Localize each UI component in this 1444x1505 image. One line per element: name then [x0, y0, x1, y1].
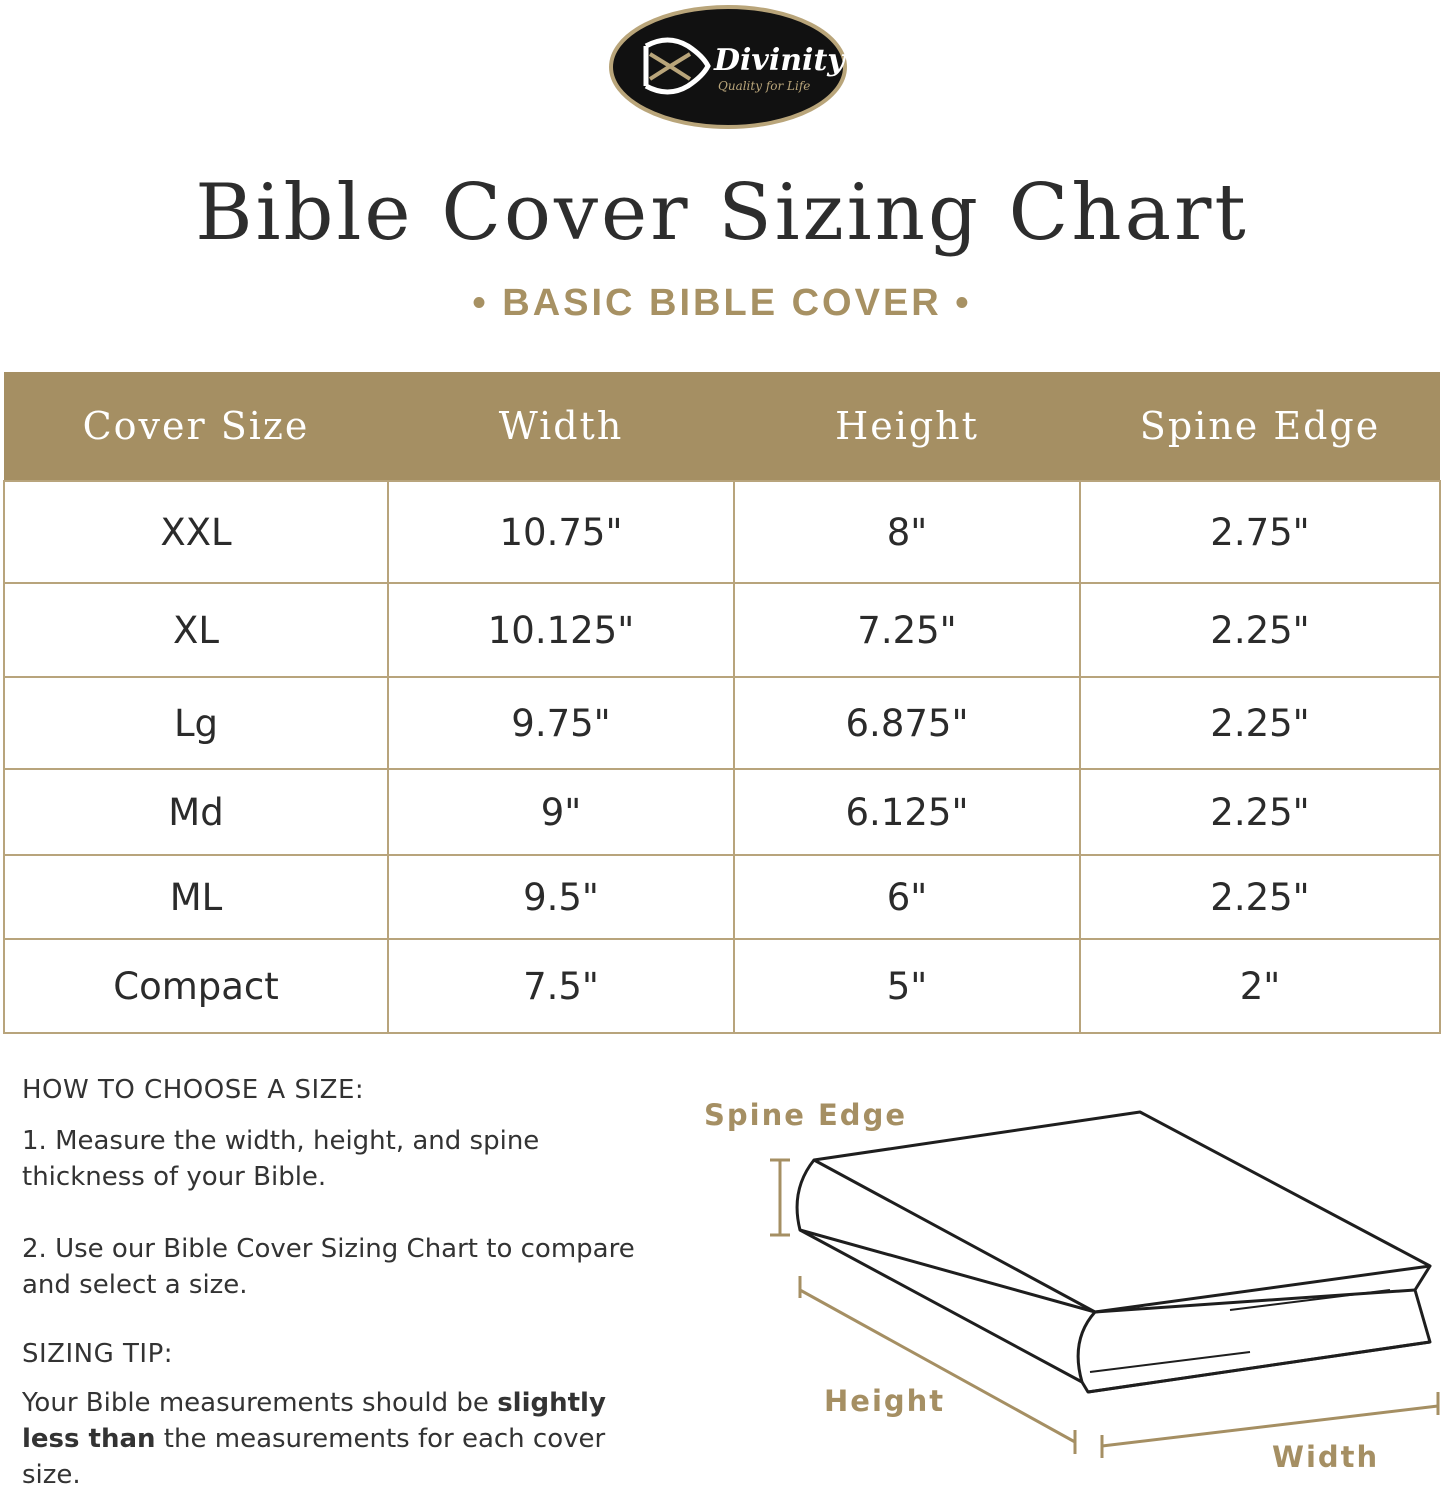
table-cell: 9.5"	[388, 855, 734, 939]
table-cell: 2.25"	[1080, 769, 1440, 855]
table-cell: 10.75"	[388, 481, 734, 583]
table-cell: 2.25"	[1080, 583, 1440, 677]
column-header: Cover Size	[4, 372, 388, 481]
tip-text-emphasis: slightly less than	[22, 1388, 606, 1454]
table-cell: 7.25"	[734, 583, 1080, 677]
book-illustration	[690, 1090, 1444, 1500]
brand-tagline: Quality for Life	[718, 79, 811, 93]
table-row	[4, 769, 1440, 855]
height-label: Height	[824, 1384, 946, 1418]
table-cell: 2.75"	[1080, 481, 1440, 583]
table-row	[4, 481, 1440, 583]
table-cell: 2.25"	[1080, 855, 1440, 939]
table-cell: XL	[4, 583, 388, 677]
table-cell: Md	[4, 769, 388, 855]
table-row	[4, 677, 1440, 769]
width-label: Width	[1272, 1440, 1380, 1474]
table-cell: 7.5"	[388, 939, 734, 1033]
table-cell: 2"	[1080, 939, 1440, 1033]
table-cell: 2.25"	[1080, 677, 1440, 769]
column-header: Width	[388, 372, 734, 481]
table-cell: 9"	[388, 769, 734, 855]
book-diagram	[690, 1090, 1444, 1500]
table-cell: ML	[4, 855, 388, 939]
page-subtitle: • BASIC BIBLE COVER •	[472, 282, 972, 324]
column-header: Spine Edge	[1080, 372, 1440, 481]
how-to-heading: HOW TO CHOOSE A SIZE:	[22, 1075, 365, 1105]
table-cell: 9.75"	[388, 677, 734, 769]
how-to-choose-section	[22, 1075, 642, 1493]
sizing-tip-text	[22, 1385, 642, 1493]
step-one: 1. Measure the width, height, and spine thickness of your Bible.	[22, 1126, 540, 1192]
table-row	[4, 939, 1440, 1033]
table-row	[4, 855, 1440, 939]
column-header: Height	[734, 372, 1080, 481]
table-cell: XXL	[4, 481, 388, 583]
table-cell: 6"	[734, 855, 1080, 939]
tip-text-end: the measurements for each cover size.	[22, 1424, 606, 1490]
table-cell: 8"	[734, 481, 1080, 583]
page-title: Bible Cover Sizing Chart	[195, 168, 1249, 258]
tip-text-start: Your Bible measurements should be	[22, 1388, 498, 1418]
sizing-tip-heading: SIZING TIP:	[22, 1339, 174, 1369]
sizing-table	[3, 372, 1441, 1034]
brand-logo	[608, 4, 848, 130]
table-cell: 6.875"	[734, 677, 1080, 769]
table-cell: Lg	[4, 677, 388, 769]
brand-name: Divinity	[714, 43, 845, 78]
table-cell: Compact	[4, 939, 388, 1033]
table-cell: 6.125"	[734, 769, 1080, 855]
step-two: 2. Use our Bible Cover Sizing Chart to compare and select a size.	[22, 1234, 635, 1300]
table-header-row	[4, 372, 1440, 481]
table-cell: 5"	[734, 939, 1080, 1033]
table-row	[4, 583, 1440, 677]
spine-edge-label: Spine Edge	[704, 1098, 907, 1132]
table-cell: 10.125"	[388, 583, 734, 677]
